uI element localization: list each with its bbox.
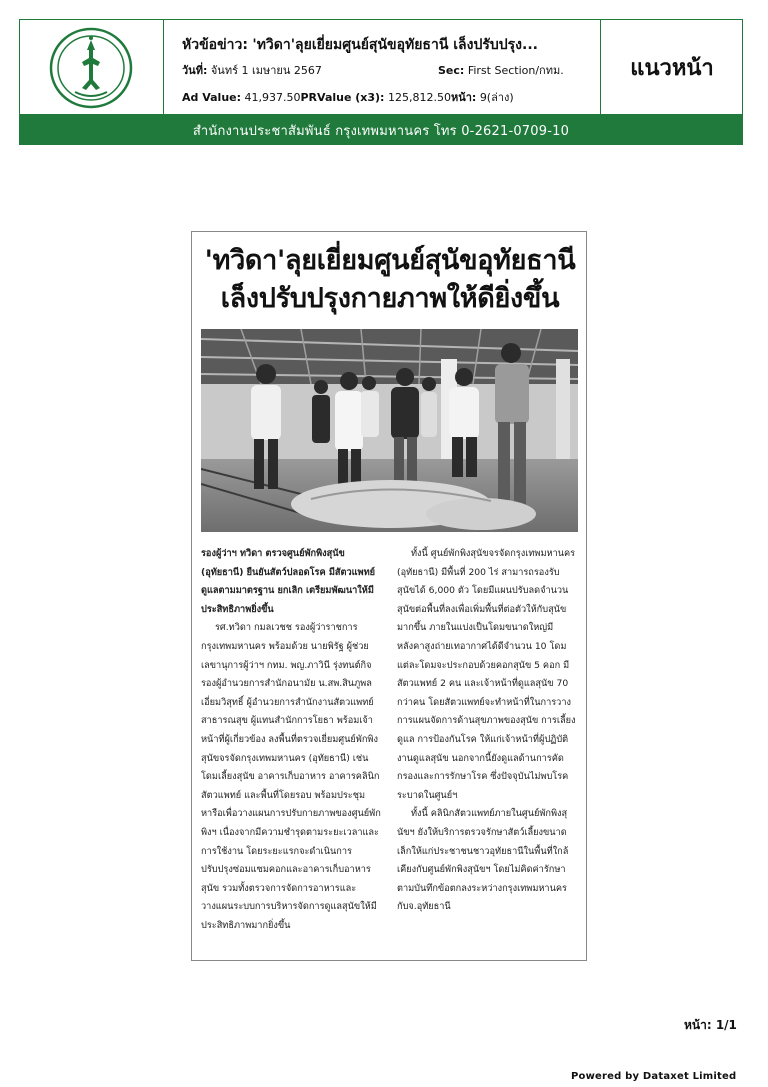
article-paragraph: ทั้งนี้ คลินิกสัตวแพทย์ภายในศูนย์พักพิงสุนัขฯ ยังให้บริการตรวจรักษาสัตว์เลี้ยงขนาดเล็กให้แก่ประชาชนชาวอุทัยธานีในพื้นที่ใกล้เคียงกับศูนย์พักพิงสุนัขฯ โดยไม่คิดค่ารักษาตามบันทึกข้อตกลงระหว่างกรุงเทพมหานครกับจ.อุทัยธานี (397, 808, 569, 913)
ad-value-label: Ad Value: (182, 91, 242, 104)
contact-banner: สำนักงานประชาสัมพันธ์ กรุงเทพมหานคร โทร 0-2621-0709-10 (19, 115, 743, 145)
headline-row (182, 34, 538, 56)
article-lead: รองผู้ว่าฯ ทวิดา ตรวจศูนย์พักพิงสุนัข (อุทัยธานี) ยืนยันสัตว์ปลอดโรค มีสัตวแพทย์ดูแลตามมาตรฐาน ยกเลิก เตรียมพัฒนาให้มีประสิทธิภาพยิ่งขึ้น (201, 548, 376, 615)
page-label: หน้า: (450, 91, 477, 104)
article-column-left (201, 545, 381, 935)
headline-line-1: 'ทวิดา'ลุยเยี่ยมศูนย์สุนัขอุทัยธานี (204, 245, 576, 276)
newspaper-name-cell (600, 20, 743, 114)
newspaper-name: แนวหน้า (630, 55, 714, 81)
article-paragraph: ทั้งนี้ ศูนย์พักพิงสุนัขจรจัดกรุงเทพมหานคร (อุทัยธานี) มีพื้นที่ 200 ไร่ สามารถรองรับสุนัขได้ 6,000 ตัว โดยมีแผนปรับลดจำนวนสุนัขต่อพื้นที่ลงเพื่อเพิ่มพื้นที่ต่อตัวให้กับสุนัขมากขึ้น ภายในแบ่งเป็นโดมขนาดใหญ่มีหลังคาสูงถ่ายเทอากาศได้ดีจำนวน 10 โดม แต่ละโดมจะประกอบด้วยคอกสุนัข 5 คอก มีสัตวแพทย์ 2 คน และเจ้าหน้าที่ดูแลสุนัข 70 กว่าคน โดยสัตวแพทย์จะทำหน้าที่ในการวางการแผนจัดการด้านสุขภาพของสุนัข การเลี้ยงดูแล การป้องกันโรค ให้แก่เจ้าหน้าที่ผู้ปฏิบัติงานดูแลสุนัข นอกจากนี้ยังดูแลด้านการคัดกรองและการรักษาโรค ซึ่งปัจจุบันไม่พบโรคระบาดในศูนย์ฯ (397, 548, 576, 801)
section-row (438, 61, 564, 79)
date-label: วันที่: (182, 64, 208, 77)
ad-value: 41,937.50 (244, 91, 301, 104)
logo-cell (20, 20, 164, 114)
bma-seal-icon (48, 26, 134, 110)
article-headline (200, 242, 580, 318)
article-paragraph: รศ.ทวิดา กมลเวชช รองผู้ว่าราชการกรุงเทพมหานคร พร้อมด้วย นายพิรัฐ ผู้ช่วยเลขานุการผู้ว่าฯ กทม. พญ.ภาวินี รุ่งทนต์กิจ รองผู้อำนวยการสำนักอนามัย น.สพ.สินภูพล เอี่ยมวิสุทธิ์ ผู้อำนวยการสำนักงานสัตวแพทย์สาธารณสุข ผู้แทนสำนักการโยธา พร้อมเจ้าหน้าที่ผู้เกี่ยวข้อง ลงพื้นที่ตรวจเยี่ยมศูนย์พักพิงสุนัขจรจัดกรุงเทพมหานคร (อุทัยธานี) เช่น โดมเลี้ยงสุนัข อาคารเก็บอาหาร อาคารคลินิกสัตวแพทย์ และพื้นที่โดยรอบ พร้อมประชุมหารือเพื่อวางแผนการปรับกายภาพของศูนย์พักพิงฯ เนื่องจากมีความชำรุดตามระยะเวลาและการใช้งาน โดยระยะแรกจะดำเนินการปรับปรุงซ่อมแซมคอกและอาคารเก็บอาหารสุนัข รวมทั้งตรวจการจัดการอาหารและวางแผนระบบการบริหารจัดการดูแลสุนัขให้มีประสิทธิภาพมากยิ่งขึ้น (201, 622, 381, 931)
headline-line-2: เล็งปรับปรุงกายภาพให้ดียิ่งขึ้น (220, 283, 560, 314)
headline-value: 'ทวิดา'ลุยเยี่ยมศูนย์สุนัขอุทัยธานี เล็งปรับปรุง... (252, 37, 538, 53)
sec-value: First Section/กทม. (467, 64, 564, 77)
article-photo (201, 329, 578, 532)
page-value: 9(ล่าง) (479, 91, 514, 104)
powered-by: Powered by Dataxet Limited (571, 1071, 737, 1082)
clipping-header (19, 19, 743, 115)
news-clipping (191, 231, 587, 961)
date-row (182, 61, 322, 79)
sec-label: Sec: (438, 64, 465, 77)
page-indicator: หน้า: 1/1 (684, 1018, 737, 1032)
pr-value: 125,812.50 (387, 91, 451, 104)
clipping-info (170, 20, 600, 114)
value-row (182, 88, 514, 106)
date-value: จันทร์ 1 เมษายน 2567 (210, 64, 322, 77)
headline-label: หัวข้อข่าว: (182, 37, 248, 53)
article-column-right (397, 545, 577, 917)
pr-value-label: PRValue (x3): (300, 91, 385, 104)
